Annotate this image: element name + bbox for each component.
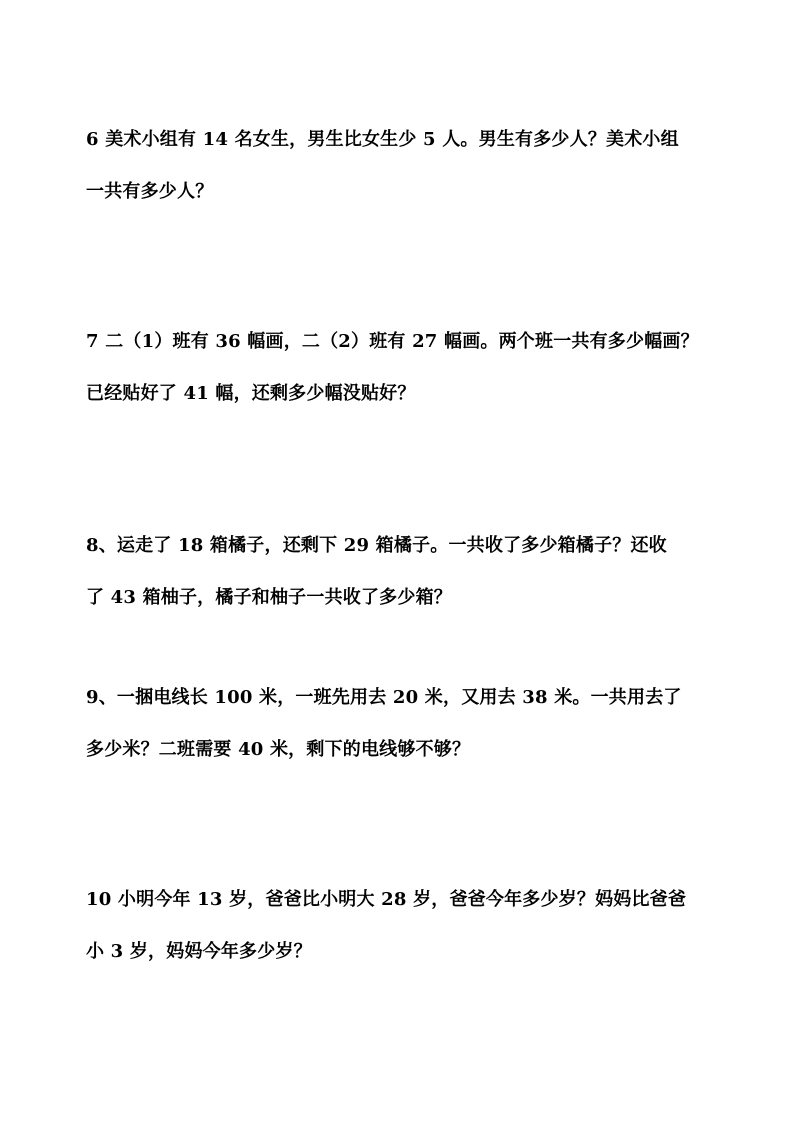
problem-text-line: 9、一捆电线长 100 米，一班先用去 20 米，又用去 38 米。一共用去了 [86,687,682,708]
word-problem-7 [86,316,710,420]
word-problem-8 [86,520,710,624]
problem-text-line: 一共有多少人？ [86,181,214,202]
problem-text-line: 小 3 岁，妈妈今年多少岁？ [86,941,312,962]
problem-text-line: 7 二（1）班有 36 幅画，二（2）班有 27 幅画。两个班一共有多少幅画？ [86,331,699,352]
word-problem-6 [86,114,710,218]
problem-text-line: 了 43 箱柚子，橘子和柚子一共收了多少箱？ [86,587,452,608]
problem-text-line: 已经贴好了 41 幅，还剩多少幅没贴好？ [86,383,416,404]
problem-text-line: 多少米？二班需要 40 米，剩下的电线够不够？ [86,739,471,760]
problem-text-line: 6 美术小组有 14 名女生，男生比女生少 5 人。男生有多少人？美术小组 [86,129,679,150]
word-problem-10 [86,874,710,978]
problem-text-line: 8、运走了 18 箱橘子，还剩下 29 箱橘子。一共收了多少箱橘子？还收 [86,535,667,556]
word-problem-9 [86,672,710,776]
problem-text-line: 10 小明今年 13 岁，爸爸比小明大 28 岁，爸爸今年多少岁？妈妈比爸爸 [86,889,687,910]
